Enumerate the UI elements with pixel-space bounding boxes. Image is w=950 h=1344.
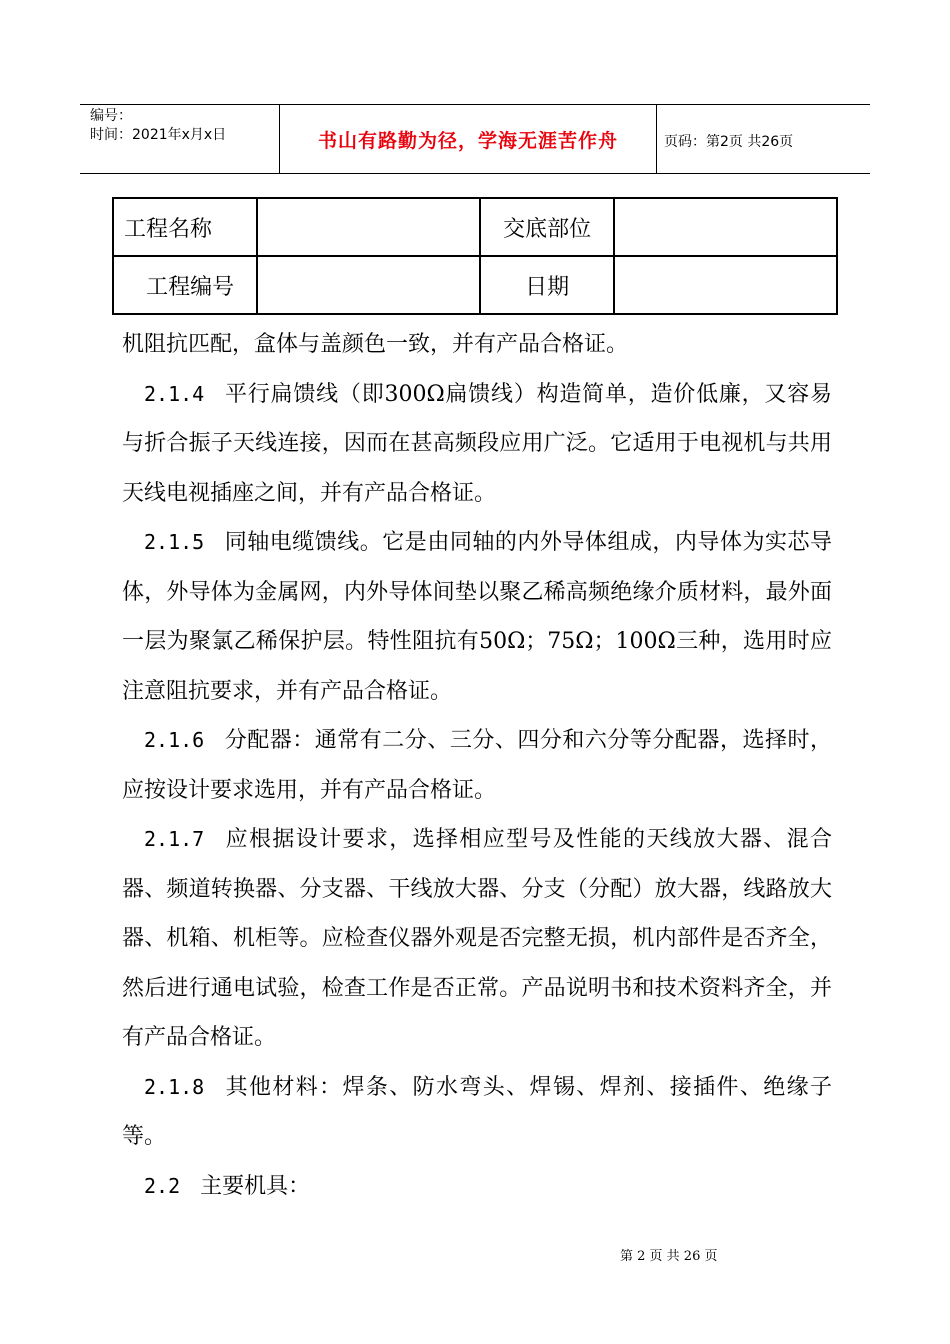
header-time: 时间：2021年x月x日 [90,127,227,143]
header-page-info: 页码：第2页 共26页 [664,134,794,150]
paragraph [122,320,832,370]
paragraph [122,815,832,1063]
paragraph [122,370,832,519]
project-number-value [257,256,480,314]
disclosure-part-value [614,198,837,256]
section-number: 2.1.6 [144,728,205,752]
section-number: 2.1.7 [144,827,205,851]
page-header [80,104,870,174]
header-number: 编号： [90,108,132,124]
project-number-label: 工程编号 [113,256,257,314]
table-row [113,256,837,314]
paragraph [122,716,832,815]
page-footer: 第 2 页 共 26 页 [620,1249,718,1264]
paragraph-text: 应根据设计要求，选择相应型号及性能的天线放大器、混合器、频道转换器、分支器、干线放大器、分支（分配）放大器，线路放大器、机箱、机柜等。应检查仪器外观是否完整无损，机内部件是否齐全，然后进行通电试验，检查工作是否正常。产品说明书和技术资料齐全，并有产品合格证。 [122,827,832,1050]
disclosure-part-label: 交底部位 [480,198,614,256]
project-name-label: 工程名称 [113,198,257,256]
paragraph-text: 分配器：通常有二分、三分、四分和六分等分配器，选择时，应按设计要求选用，并有产品合格证。 [122,728,832,803]
project-info-table [112,197,838,315]
header-motto: 书山有路勤为径，学海无涯苦作舟 [279,105,657,173]
paragraph-text: 其他材料：焊条、防水弯头、焊锡、焊剂、接插件、绝缘子等。 [122,1074,832,1149]
section-number: 2.2 [144,1173,181,1198]
paragraph-text: 同轴电缆馈线。它是由同轴的内外导体组成，内导体为实芯导体，外导体为金属网，内外导体间垫以聚乙稀高频绝缘介质材料，最外面一层为聚氯乙稀保护层。特性阻抗有50Ω；75Ω；100Ω三种，选用时应注意阻抗要求，并有产品合格证。 [122,530,832,704]
date-label: 日期 [480,256,614,314]
paragraph-text: 平行扁馈线（即300Ω扁馈线）构造简单，造价低廉，又容易与折合振子天线连接，因而在甚高频段应用广泛。它适用于电视机与共用天线电视插座之间，并有产品合格证。 [122,381,832,506]
paragraph [122,1162,832,1212]
section-number: 2.1.4 [144,381,205,406]
project-name-value [257,198,480,256]
date-value [614,256,837,314]
paragraph [122,1063,832,1162]
paragraph [122,518,832,716]
paragraph-text: 主要机具： [200,1173,311,1199]
table-row [113,198,837,256]
section-number: 2.1.8 [144,1074,205,1099]
paragraph-text: 机阻抗匹配，盒体与盖颜色一致，并有产品合格证。 [122,332,629,357]
header-meta [90,107,226,145]
section-number: 2.1.5 [144,530,205,554]
document-body [122,320,832,1211]
